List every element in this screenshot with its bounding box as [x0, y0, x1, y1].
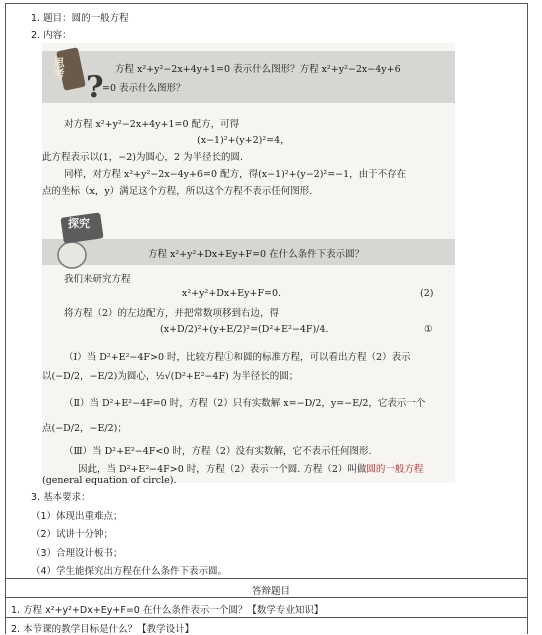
equation-3: (x+D/2)²+(y+E/2)²=(D²+E²−4F)/4. — [160, 324, 329, 335]
paragraph-11: （Ⅲ）当 D²+E²−4F<0 时，方程（2）没有实数解，它不表示任何图形. — [64, 446, 372, 457]
think-question-cont: =0 表示什么图形？ — [102, 83, 186, 94]
paragraph-4: 点的坐标（x，y）满足这个方程，所以这个方程不表示任何图形. — [42, 186, 313, 197]
equation-3-number: ① — [424, 324, 433, 335]
paragraph-13: (general equation of circle). — [42, 475, 177, 486]
equation-1: (x−1)²+(y+2)²=4， — [197, 135, 290, 146]
topic-line: 1. 题目：圆的一般方程 — [31, 13, 129, 24]
defense-question-2: 2. 本节课的教学目标是什么？【教学设计】 — [11, 624, 195, 635]
paragraph-3: 同样，对方程 x²+y²−2x−4y+6=0 配方，得(x−1)²+(y−2)²=−1，由于不存在 — [64, 169, 407, 180]
paragraph-12 — [78, 461, 423, 475]
textbook-scan — [42, 43, 455, 486]
content-label: 2. 内容： — [31, 30, 72, 41]
explore-badge-label: 探究 — [68, 217, 90, 230]
requirement-item: （2）试讲十分钟； — [31, 529, 114, 540]
paragraph-10: 点(−D/2，−E/2)； — [42, 423, 127, 434]
table-divider — [5, 617, 527, 618]
table-divider — [5, 578, 527, 579]
think-question: 方程 x²+y²−2x+4y+1=0 表示什么图形？方程 x²+y²−2x−4y+6 — [115, 64, 401, 75]
term-general-equation: 圆的一般方程 — [366, 464, 424, 475]
paragraph-12-text: 因此，当 D²+E²−4F>0 时，方程（2）表示一个圆. 方程（2）叫做 — [78, 464, 367, 475]
paragraph-2: 此方程表示以(1，−2)为圆心，2 为半径长的圆. — [42, 152, 244, 163]
requirement-item: （1）体现出重难点； — [31, 511, 123, 522]
requirements-title: 3. 基本要求： — [31, 492, 91, 503]
defense-question-1: 1. 方程 x²+y²+Dx+Ey+F=0 在什么条件表示一个圆？【数学专业知识】 — [11, 605, 324, 616]
requirement-item: （4）学生能探究出方程在什么条件下表示圆。 — [31, 566, 228, 577]
table-divider — [5, 597, 527, 598]
equation-2-number: (2) — [420, 288, 434, 299]
paragraph-5: 我们来研究方程 — [64, 274, 131, 285]
svg-text:?: ? — [86, 70, 104, 105]
requirement-item: （3）合理设计板书； — [31, 548, 123, 559]
think-banner — [42, 51, 455, 103]
equation-2: x²+y²+Dx+Ey+F=0. — [182, 288, 282, 299]
paragraph-8: 以(−D/2，−E/2)为圆心，½√(D²+E²−4F) 为半径长的圆； — [42, 371, 299, 382]
paragraph-7: （Ⅰ）当 D²+E²−4F>0 时，比较方程①和圆的标准方程，可以看出方程（2）表示 — [64, 352, 411, 363]
explore-question: 方程 x²+y²+Dx+Ey+F=0 在什么条件下表示圆？ — [148, 249, 365, 260]
paragraph-6: 将方程（2）的左边配方，并把常数项移到右边，得 — [64, 308, 280, 319]
defense-title: 答辩题目 — [251, 586, 290, 597]
paragraph-1: 对方程 x²+y²−2x+4y+1=0 配方，可得 — [64, 119, 240, 130]
paragraph-9: （Ⅱ）当 D²+E²−4F=0 时，方程（2）只有实数解 x=−D/2，y=−E/2，它表示一个 — [64, 398, 426, 409]
think-badge-label: 思考 — [52, 57, 65, 79]
